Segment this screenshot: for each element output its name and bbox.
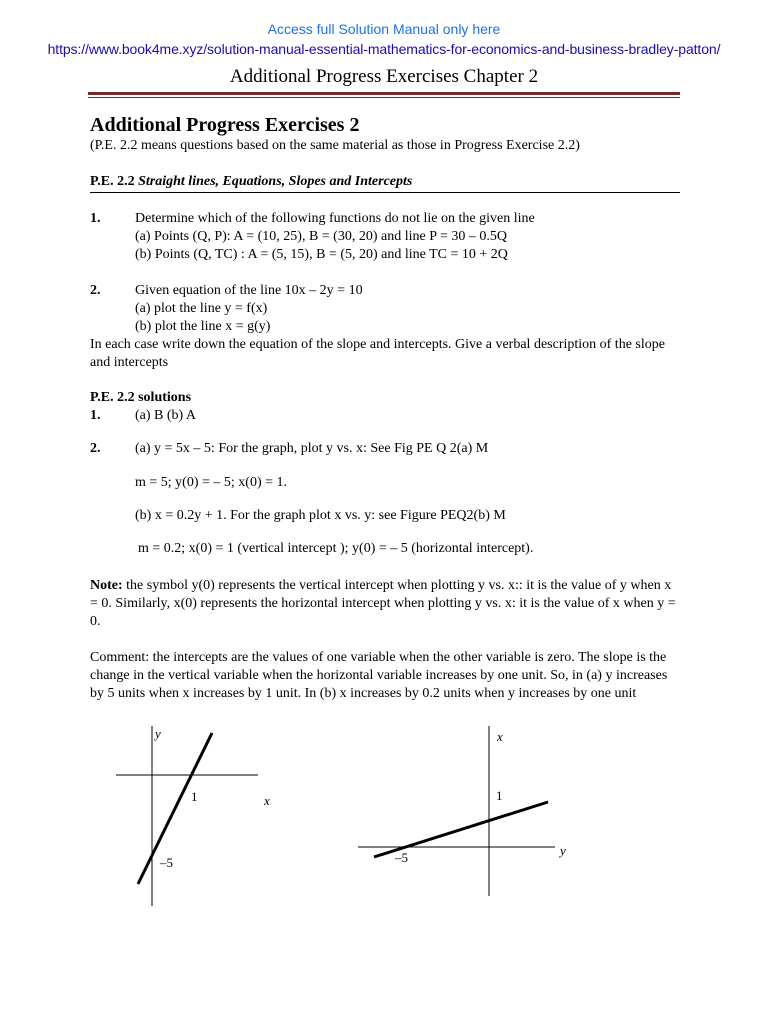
question-1-part-b: (b) Points (Q, TC) : A = (5, 15), B = (5, 20) and line TC = 10 + 2Q: [135, 247, 508, 262]
right-label-one: 1: [496, 788, 503, 803]
header-rule-thin: [88, 97, 680, 98]
section-title: Straight lines, Equations, Slopes and Intercepts: [138, 174, 413, 189]
note-text: the symbol y(0) represents the vertical intercept when plotting y vs. x:: it is the value of y when x = 0. Similarly, x(0) represents the horizontal intercept when plotting y vs. x: it is the value of x when y = 0.: [90, 578, 676, 629]
section-rule: [90, 192, 680, 193]
left-label-minus-five: –5: [160, 855, 173, 870]
right-plotted-line: [374, 802, 548, 857]
left-label-one: 1: [191, 789, 198, 804]
figure-right-graph: [355, 724, 585, 899]
right-label-minus-five: –5: [395, 850, 408, 865]
header-rule-thick: [88, 92, 680, 95]
solution-2-part-b-values: m = 0.2; x(0) = 1 (vertical intercept ); y(0) = – 5 (horizontal intercept).: [138, 541, 534, 556]
question-2-part-b: (b) plot the line x = g(y): [135, 319, 271, 334]
page-subtitle: (P.E. 2.2 means questions based on the same material as those in Progress Exercise 2.2): [90, 138, 580, 153]
solution-url-link[interactable]: https://www.book4me.xyz/solution-manual-essential-mathematics-for-economics-and-business-bradley-patton/: [47, 41, 721, 57]
right-vertical-axis-label: x: [497, 729, 503, 744]
question-2-instruction: In each case write down the equation of the slope and intercepts. Give a verbal description of the slope and intercepts: [90, 337, 665, 370]
section-heading: [90, 174, 412, 190]
access-banner-text[interactable]: Access full Solution Manual only here: [267, 21, 501, 37]
solution-2-part-b: (b) x = 0.2y + 1. For the graph plot x vs. y: see Figure PEQ2(b) M: [135, 508, 506, 523]
page-title: Additional Progress Exercises 2: [90, 114, 360, 136]
left-plotted-line: [138, 733, 212, 884]
solution-2-part-a-values: m = 5; y(0) = – 5; x(0) = 1.: [135, 475, 288, 490]
running-header-title: Additional Progress Exercises Chapter 2: [229, 66, 539, 87]
question-2-number: 2.: [90, 283, 101, 298]
section-code: P.E. 2.2: [90, 174, 135, 189]
note-paragraph: [90, 577, 680, 631]
question-1-part-a: (a) Points (Q, P): A = (10, 25), B = (30, 20) and line P = 30 – 0.5Q: [135, 229, 507, 244]
question-1-text: Determine which of the following functions do not lie on the given line: [135, 211, 535, 226]
comment-paragraph: Comment: the intercepts are the values of one variable when the other variable is zero. The slope is the change in the vertical variable when the horizontal variable increases by one unit. So, in (a) y increases by 5 units when x increases by 1 unit. In (b) x increases by 0.2 units when y increases by one unit: [90, 650, 668, 701]
solution-1-number: 1.: [90, 408, 101, 423]
solution-2-part-a: (a) y = 5x – 5: For the graph, plot y vs. x: See Fig PE Q 2(a) M: [135, 441, 489, 456]
question-2-part-a: (a) plot the line y = f(x): [135, 301, 268, 316]
question-2-text: Given equation of the line 10x – 2y = 10: [135, 283, 363, 298]
solution-2-number: 2.: [90, 441, 101, 456]
solution-1-text: (a) B (b) A: [135, 408, 197, 423]
left-vertical-axis-label: y: [155, 726, 161, 741]
figure-left-graph: [110, 724, 290, 909]
right-horizontal-axis-label: y: [560, 843, 566, 858]
question-1-number: 1.: [90, 211, 101, 226]
note-label: Note:: [90, 578, 123, 593]
solutions-heading: P.E. 2.2 solutions: [90, 390, 192, 405]
left-horizontal-axis-label: x: [264, 793, 270, 808]
